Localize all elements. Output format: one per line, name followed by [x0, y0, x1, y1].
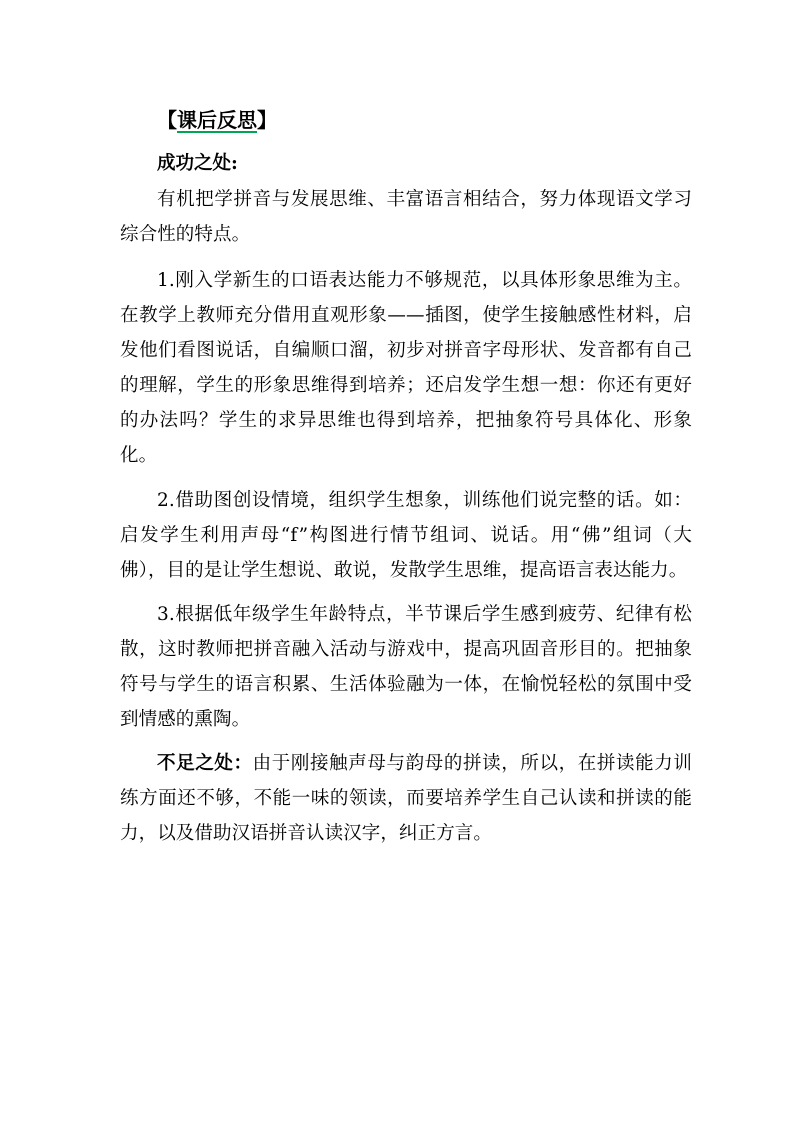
- heading-title-link[interactable]: 课后反思: [177, 108, 257, 132]
- shortcoming-text: 由于刚接触声母与韵母的拼读，所以，在拼读能力训练方面还不够，不能一味的领读，而要培养学生自己认读和拼读的能力，以及借助汉语拼音认读汉字，纠正方言。: [120, 753, 692, 844]
- success-heading: 成功之处:: [157, 153, 238, 174]
- section-heading: [157, 106, 277, 134]
- heading-close-bracket: 】: [257, 108, 277, 132]
- shortcoming-paragraph: [120, 746, 692, 851]
- point-3-paragraph: 3.根据低年级学生年龄特点，半节课后学生感到疲劳、纪律有松散，这时教师把拼音融入活动与游戏中，提高巩固音形目的。把抽象符号与学生的语言积累、生活体验融为一体，在愉悦轻松的氛围中受到情感的熏陶。: [120, 604, 692, 730]
- point-2-paragraph: 2.借助图创设情境，组织学生想象，训练他们说完整的话。如：启发学生利用声母“f”构图进行情节组词、说话。用“佛”组词（大佛），目的是让学生想说、敢说，发散学生思维，提高语言表达能力。: [120, 490, 692, 581]
- point-1-paragraph: 1.刚入学新生的口语表达能力不够规范，以具体形象思维为主。在教学上教师充分借用直观形象——插图，使学生接触感性材料，启发他们看图说话，自编顺口溜，初步对拼音字母形状、发音都有自己的理解，学生的形象思维得到培养；还启发学生想一想：你还有更好的办法吗？学生的求异思维也得到培养，把抽象符号具体化、形象化。: [120, 270, 692, 466]
- intro-paragraph: 有机把学拼音与发展思维、丰富语言相结合，努力体现语文学习综合性的特点。: [120, 189, 692, 245]
- heading-open-bracket: 【: [157, 108, 177, 132]
- shortcoming-label: 不足之处：: [157, 753, 253, 774]
